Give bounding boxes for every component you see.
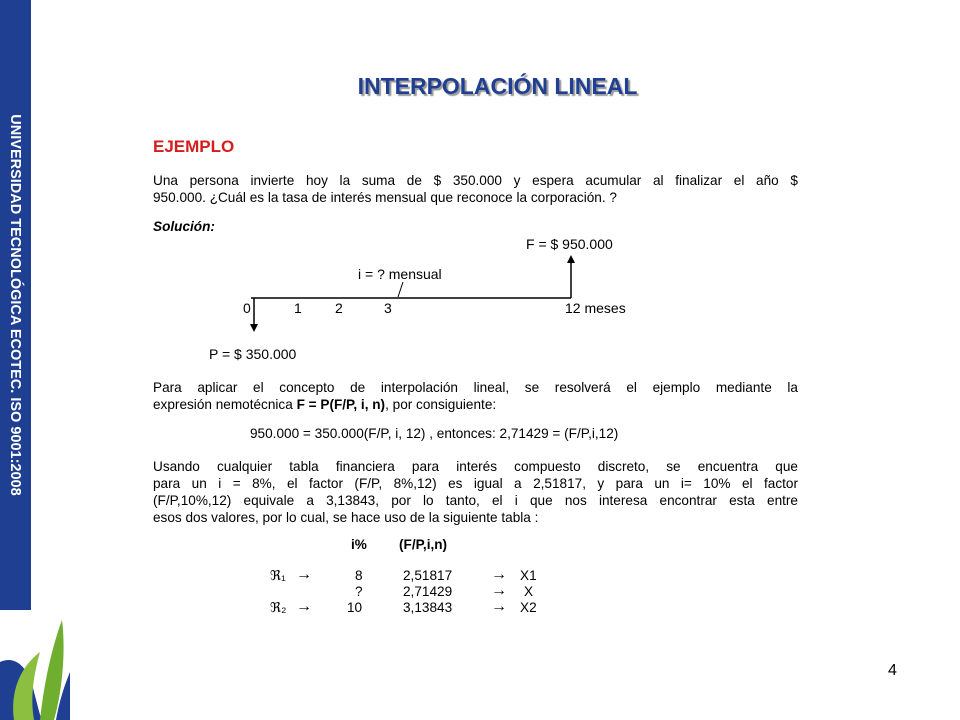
present-value-label: P = $ 350.000 <box>209 346 297 362</box>
table-row-1-var: X1 <box>520 568 537 583</box>
tick-1: 1 <box>294 300 302 316</box>
formula-text: F = P(F/P, i, n) <box>296 397 386 412</box>
paragraph2-line-3: (F/P,10%,12) equivale a 3,13843, por lo tanto, el i que nos interesa encontrar esta entre <box>153 493 798 508</box>
rate-label: i = ? mensual <box>358 266 442 282</box>
section-heading: EJEMPLO <box>153 137 235 156</box>
table-row-1-rate: 8 <box>355 568 363 583</box>
table-row-1-label: ℜ₁ <box>270 568 286 583</box>
tick-0: 0 <box>243 300 251 316</box>
rate-pointer <box>398 282 403 297</box>
paragraph2-line-1: Usando cualquier tabla financiera para interés compuesto discreto, se encuentra que <box>153 459 798 474</box>
table-header-factor: (F/P,i,n) <box>399 537 448 552</box>
problem-line-2: 950.000. ¿Cuál es la tasa de interés mensual que reconoce la corporación. ? <box>153 190 617 205</box>
table-row-2-rate: ? <box>355 584 363 599</box>
paragraph2-line-4: esos dos valores, por lo cual, se hace uso de la siguiente tabla : <box>153 510 539 525</box>
ecotec-leaf-logo <box>0 612 70 720</box>
table-row-3-rate: 10 <box>347 600 363 615</box>
table-row-1-arrow: → <box>296 566 312 583</box>
paragraph2-line-2: para un i = 8%, el factor (F/P, 8%,12) es igual a 2,51817, y para un i= 10% el factor <box>153 476 798 491</box>
table-row-1-result-arrow: → <box>491 566 507 583</box>
tick-3: 3 <box>384 300 392 316</box>
table-row-3-factor: 3,13843 <box>403 600 453 615</box>
tick-12-months: 12 meses <box>565 300 626 316</box>
page-number: 4 <box>888 662 897 679</box>
table-row-3-result-arrow: → <box>491 598 507 615</box>
table-row-2-var: X <box>524 584 534 599</box>
table-row-3-label: ℜ₂ <box>270 600 287 615</box>
tick-2: 2 <box>335 300 343 316</box>
university-name: UNIVERSIDAD TECNOLÓGICA ECOTEC. ISO 9001:2008 <box>7 114 23 496</box>
table-row-3-var: X2 <box>520 600 537 615</box>
table-row-2-factor: 2,71429 <box>403 584 453 599</box>
table-row-1-factor: 2,51817 <box>403 568 453 583</box>
table-row-3-arrow: → <box>296 598 312 615</box>
slide-title: INTERPOLACIÓN LINEAL <box>357 73 638 99</box>
equation: 950.000 = 350.000(F/P, i, 12) , entonces: 2,71429 = (F/P,i,12) <box>250 426 619 441</box>
future-value-label: F = $ 950.000 <box>526 236 613 252</box>
table-header-rate: i% <box>351 537 367 552</box>
table-row-2-result-arrow: → <box>491 582 507 599</box>
solution-label: Solución: <box>153 219 215 234</box>
problem-line-1: Una persona invierte hoy la suma de $ 350.000 y espera acumular al finalizar el año $ <box>153 173 798 188</box>
paragraph1-line-1: Para aplicar el concepto de interpolación lineal, se resolverá el ejemplo mediante la <box>153 380 798 395</box>
paragraph1-line-2: expresión nemotécnica F = P(F/P, i, n), por consiguiente: <box>153 397 497 412</box>
